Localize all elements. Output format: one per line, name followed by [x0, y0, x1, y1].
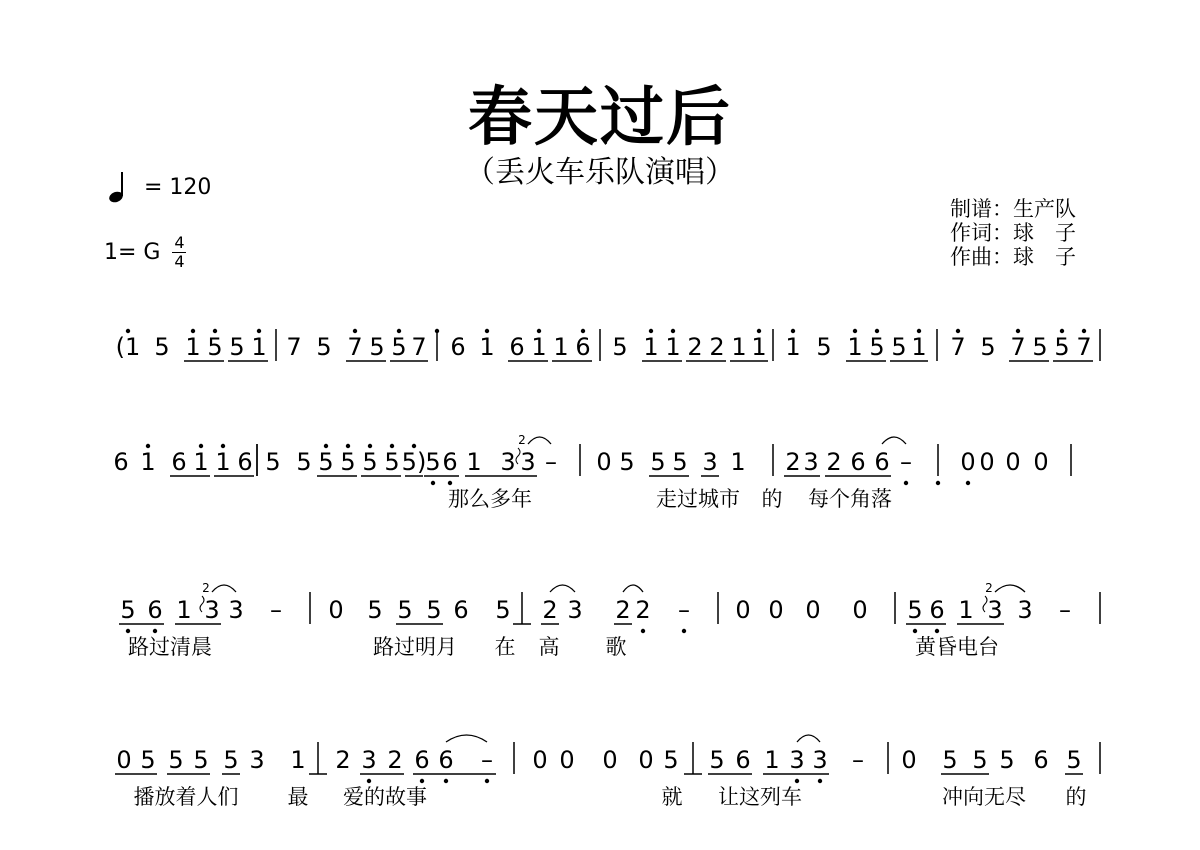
note: 1 — [730, 448, 746, 476]
time-signature-top: 4 — [174, 233, 185, 252]
note: 5 — [397, 596, 413, 624]
tie-arc — [212, 585, 236, 592]
octave-dot-above — [671, 329, 675, 333]
octave-dot-below — [444, 779, 448, 783]
sustain-dash: – — [270, 596, 282, 624]
note: 7 — [1076, 333, 1092, 361]
note: 5 — [265, 448, 281, 476]
note: 5 — [619, 448, 635, 476]
sustain-dash: – — [481, 746, 493, 774]
note: 0 — [559, 746, 575, 774]
note: 5 — [140, 746, 156, 774]
octave-dot-above — [353, 329, 357, 333]
note: 0 — [979, 448, 995, 476]
tie-arc — [623, 585, 643, 592]
note: 2 — [615, 596, 631, 624]
note: 6 — [147, 596, 163, 624]
note: 0 — [768, 596, 784, 624]
note: 5 — [193, 746, 209, 774]
octave-dot-above — [917, 329, 921, 333]
note: 1 — [176, 596, 192, 624]
grace-note: 2 — [985, 581, 993, 595]
note: 1 — [911, 333, 927, 361]
octave-dot-below — [818, 779, 822, 783]
note: (1 — [115, 333, 141, 361]
sustain-dash: – — [1059, 596, 1071, 624]
octave-dot-below — [485, 779, 489, 783]
octave-dot-below — [420, 779, 424, 783]
note: 3 — [702, 448, 718, 476]
note: 5 — [425, 448, 441, 476]
note: 1 — [643, 333, 659, 361]
lyric-text: 播放着人们 — [133, 785, 239, 809]
note: 0 — [960, 448, 976, 476]
note: 0 — [735, 596, 751, 624]
octave-dot-above — [581, 329, 585, 333]
note: 1 — [764, 746, 780, 774]
note: 5 — [650, 448, 666, 476]
octave-dot-above — [412, 444, 416, 448]
octave-dot-below — [126, 629, 130, 633]
octave-dot-below — [913, 629, 917, 633]
grace-note: 2 — [518, 433, 526, 447]
note: 5 — [207, 333, 223, 361]
lyric-text: 让这列车 — [718, 785, 802, 809]
lyric-text: 的 — [761, 487, 783, 511]
note: 2 — [709, 333, 725, 361]
credit-music: 作曲：球 子 — [950, 245, 1076, 269]
note: 2 — [826, 448, 842, 476]
note: 6 — [414, 746, 430, 774]
note: 3 — [500, 448, 516, 476]
note: 5 — [296, 448, 312, 476]
note: 6 — [438, 746, 454, 774]
octave-dot-above — [875, 329, 879, 333]
octave-dot-above — [368, 444, 372, 448]
note: 1 — [531, 333, 547, 361]
note: 5 — [709, 746, 725, 774]
sustain-dash: – — [678, 596, 690, 624]
note: 0 — [328, 596, 344, 624]
note: 1 — [731, 333, 747, 361]
key-label: 1= G — [104, 240, 161, 265]
note: 1 — [958, 596, 974, 624]
note: 1 — [185, 333, 201, 361]
note: 5 — [369, 333, 385, 361]
lyric-text: 走过城市 — [656, 487, 740, 511]
sustain-dash: – — [852, 746, 864, 774]
lyric-text: 就 — [661, 785, 683, 809]
note: 0 — [532, 746, 548, 774]
note: 5 — [907, 596, 923, 624]
note: 1 — [290, 746, 306, 774]
octave-dot-above — [221, 444, 225, 448]
note: 5 — [154, 333, 170, 361]
octave-dot-above — [791, 329, 795, 333]
note: 1 — [140, 448, 156, 476]
note: 1 — [553, 333, 569, 361]
note: 5) — [401, 448, 427, 476]
note: 5 — [891, 333, 907, 361]
octave-dot-above — [199, 444, 203, 448]
note: 7 — [286, 333, 302, 361]
note: 1 — [479, 333, 495, 361]
note: 1 — [785, 333, 801, 361]
octave-dot-above — [1082, 329, 1086, 333]
note: 0 — [805, 596, 821, 624]
lyric-text: 在 — [494, 635, 516, 659]
note: 6 — [509, 333, 525, 361]
octave-dot-below — [431, 481, 435, 485]
note: 5 — [426, 596, 442, 624]
note: 6 — [850, 448, 866, 476]
octave-dot-below — [966, 481, 970, 485]
note: 5 — [1066, 746, 1082, 774]
lyric-text: 爱的故事 — [343, 785, 427, 809]
note: 3 — [361, 746, 377, 774]
octave-dot-above — [435, 329, 439, 333]
octave-dot-below — [641, 629, 645, 633]
note: 2 — [335, 746, 351, 774]
note: 3 — [789, 746, 805, 774]
octave-dot-above — [956, 329, 960, 333]
note: 5 — [120, 596, 136, 624]
note: 6 — [450, 333, 466, 361]
note: 2 — [387, 746, 403, 774]
note: 1 — [466, 448, 482, 476]
octave-dot-above — [191, 329, 195, 333]
octave-dot-above — [146, 444, 150, 448]
note: 6 — [113, 448, 129, 476]
tie-arc — [446, 735, 487, 742]
lyric-text: 每个角落 — [808, 487, 892, 511]
octave-dot-below — [936, 481, 940, 485]
note: 5 — [869, 333, 885, 361]
note: 5 — [229, 333, 245, 361]
sustain-dash: – — [545, 448, 557, 476]
lyric-text: 冲向无尽 — [942, 785, 1026, 809]
octave-dot-above — [126, 329, 130, 333]
octave-dot-above — [324, 444, 328, 448]
note: 7 — [950, 333, 966, 361]
octave-dot-below — [682, 629, 686, 633]
note: 6 — [171, 448, 187, 476]
note: 6 — [735, 746, 751, 774]
note: 0 — [1005, 448, 1021, 476]
note: 6 — [237, 448, 253, 476]
note: 5 — [1054, 333, 1070, 361]
page-title: 春天过后 — [468, 80, 732, 155]
note: 5 — [362, 448, 378, 476]
note: 3 — [1017, 596, 1033, 624]
note: 1 — [847, 333, 863, 361]
note: 0 — [116, 746, 132, 774]
note: 5 — [340, 448, 356, 476]
note: 7 — [411, 333, 427, 361]
octave-dot-above — [1016, 329, 1020, 333]
lyric-text: 歌 — [605, 635, 627, 659]
note: 5 — [816, 333, 832, 361]
tie-arc — [995, 585, 1025, 592]
octave-dot-below — [935, 629, 939, 633]
note: 6 — [874, 448, 890, 476]
tie-arc — [797, 735, 820, 742]
lyric-text: 黄昏电台 — [915, 635, 999, 659]
sustain-dash: – — [900, 448, 912, 476]
note: 3 — [228, 596, 244, 624]
octave-dot-above — [853, 329, 857, 333]
note: 3 — [567, 596, 583, 624]
note: 2 — [785, 448, 801, 476]
note: 0 — [852, 596, 868, 624]
note: 5 — [367, 596, 383, 624]
octave-dot-above — [257, 329, 261, 333]
note: 1 — [665, 333, 681, 361]
note: 2 — [542, 596, 558, 624]
note: 5 — [316, 333, 332, 361]
note: 5 — [972, 746, 988, 774]
grace-note: 2 — [202, 581, 210, 595]
note: 3 — [204, 596, 220, 624]
note: 1 — [251, 333, 267, 361]
octave-dot-below — [795, 779, 799, 783]
note: 5 — [223, 746, 239, 774]
note: 0 — [901, 746, 917, 774]
lyric-text: 最 — [287, 785, 309, 809]
note: 5 — [384, 448, 400, 476]
note: 1 — [193, 448, 209, 476]
note: 5 — [168, 746, 184, 774]
note: 7 — [347, 333, 363, 361]
lyric-text: 高 — [538, 635, 560, 659]
note: 3 — [987, 596, 1003, 624]
note: 2 — [687, 333, 703, 361]
octave-dot-above — [1060, 329, 1064, 333]
note: 5 — [942, 746, 958, 774]
tie-arc — [528, 437, 551, 444]
note: 3 — [520, 448, 536, 476]
note: 2 — [635, 596, 651, 624]
tempo-value: = 120 — [144, 174, 212, 200]
note: 6 — [453, 596, 469, 624]
octave-dot-below — [153, 629, 157, 633]
lyric-text: 路过清晨 — [128, 635, 212, 659]
note: 5 — [1032, 333, 1048, 361]
octave-dot-above — [346, 444, 350, 448]
octave-dot-below — [904, 481, 908, 485]
note: 6 — [929, 596, 945, 624]
octave-dot-above — [397, 329, 401, 333]
octave-dot-above — [485, 329, 489, 333]
note: 5 — [495, 596, 511, 624]
note: 5 — [318, 448, 334, 476]
note: 5 — [612, 333, 628, 361]
note: 5 — [391, 333, 407, 361]
octave-dot-below — [448, 481, 452, 485]
note: 7 — [1010, 333, 1026, 361]
octave-dot-below — [367, 779, 371, 783]
time-signature-bottom: 4 — [174, 252, 185, 271]
tie-arc — [550, 585, 575, 592]
note: 6 — [1033, 746, 1049, 774]
note: 6 — [575, 333, 591, 361]
lyric-text: 那么多年 — [448, 487, 532, 511]
note: 1 — [751, 333, 767, 361]
octave-dot-above — [537, 329, 541, 333]
octave-dot-above — [649, 329, 653, 333]
lyric-text: 的 — [1065, 785, 1087, 809]
note: 5 — [663, 746, 679, 774]
note: 3 — [249, 746, 265, 774]
note: 5 — [999, 746, 1015, 774]
octave-dot-above — [757, 329, 761, 333]
tie-arc — [882, 437, 906, 444]
note: 0 — [602, 746, 618, 774]
credit-lyrics: 作词：球 子 — [950, 221, 1076, 245]
note: 6 — [442, 448, 458, 476]
octave-dot-above — [390, 444, 394, 448]
note: 0 — [596, 448, 612, 476]
note: 3 — [803, 448, 819, 476]
note: 5 — [672, 448, 688, 476]
note: 3 — [812, 746, 828, 774]
note: 0 — [638, 746, 654, 774]
note: 5 — [980, 333, 996, 361]
note: 0 — [1033, 448, 1049, 476]
octave-dot-above — [213, 329, 217, 333]
page-subtitle: （丢火车乐队演唱） — [465, 155, 735, 190]
lyric-text: 路过明月 — [373, 635, 457, 659]
note: 1 — [215, 448, 231, 476]
credit-notation: 制谱：生产队 — [950, 197, 1076, 221]
